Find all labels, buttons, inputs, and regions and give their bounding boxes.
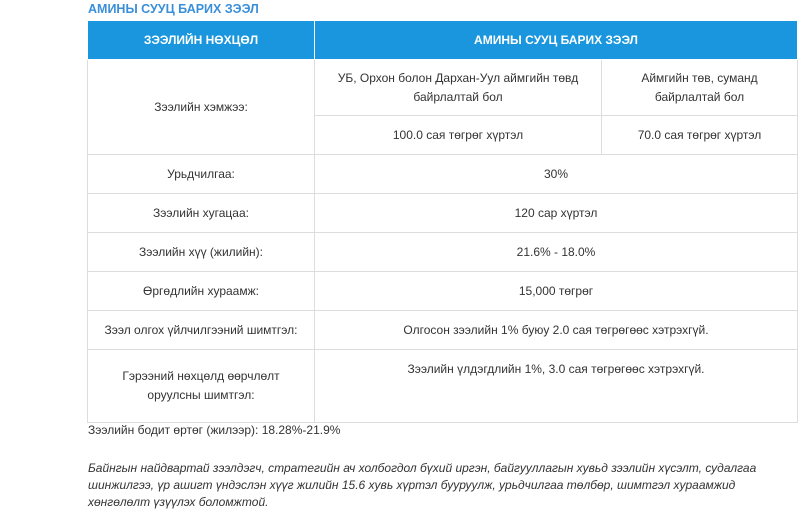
row-label: Өргөдлийн хураамж: — [88, 272, 315, 311]
table-row — [88, 272, 798, 311]
table-row — [88, 311, 798, 350]
loan-terms-table — [87, 20, 798, 423]
row-value-contract-change: Зээлийн үлдэгдлийн 1%, 3.0 сая төгрөгөөс хэтрэхгүй. — [315, 350, 798, 423]
row-label-contract-change — [88, 350, 315, 423]
table-row — [88, 233, 798, 272]
size-subheader-city: УБ, Орхон болон Дархан-Уул аймгийн төвд байрлалтай бол — [315, 60, 602, 116]
effective-rate-note: Зээлийн бодит өртөг (жилээр): 18.28%-21.9% — [88, 423, 341, 437]
row-value: 21.6% - 18.0% — [315, 233, 798, 272]
page-title: АМИНЫ СУУЦ БАРИХ ЗЭЭЛ — [88, 2, 259, 16]
table-header-conditions: ЗЭЭЛИЙН НӨХЦӨЛ — [88, 21, 315, 60]
size-value-province: 70.0 сая төгрөг хүртэл — [602, 116, 798, 155]
row-label: Зээл олгох үйлчилгээний шимтгэл: — [88, 311, 315, 350]
table-row — [88, 60, 798, 116]
row-label: Зээлийн хугацаа: — [88, 194, 315, 233]
size-value-city: 100.0 сая төгрөг хүртэл — [315, 116, 602, 155]
size-subheader-province — [602, 60, 798, 116]
row-label: Урьдчилгаа: — [88, 155, 315, 194]
row-label-line2: оруулсны шимтгэл: — [147, 388, 255, 402]
table-row — [88, 194, 798, 233]
row-value: Олгосон зээлийн 1% буюу 2.0 сая төгрөгөөс хэтрэхгүй. — [315, 311, 798, 350]
row-value: 15,000 төгрөг — [315, 272, 798, 311]
table-row — [88, 350, 798, 423]
row-label: Зээлийн хүү (жилийн): — [88, 233, 315, 272]
table-header-loan-type: АМИНЫ СУУЦ БАРИХ ЗЭЭЛ — [315, 21, 798, 60]
row-value: 120 сар хүртэл — [315, 194, 798, 233]
size-subheader-province-line1: Аймгийн төв, суманд — [641, 70, 758, 85]
row-value: 30% — [315, 155, 798, 194]
discount-paragraph: Байнгын найдвартай зээлдэгч, стратегийн ач холбогдол бүхий иргэн, байгууллагын хувьд зээлийн хүсэлт, судалгаа шинжилгээ, үр ашигт үндэслэн хүүг жилийн 15.6 хувь хүртэл бууруулж, урьдчилгаа төлбөр, шимтгэл хураамжид хөнгөлөлт үзүүлэх боломжтой. — [88, 461, 757, 509]
size-subheader-province-line2: байрлалтай бол — [654, 89, 745, 104]
table-row — [88, 155, 798, 194]
row-label-line1: Гэрээний нөхцөлд өөрчлөлт — [122, 369, 280, 383]
row-label-loan-size: Зээлийн хэмжээ: — [88, 60, 315, 155]
